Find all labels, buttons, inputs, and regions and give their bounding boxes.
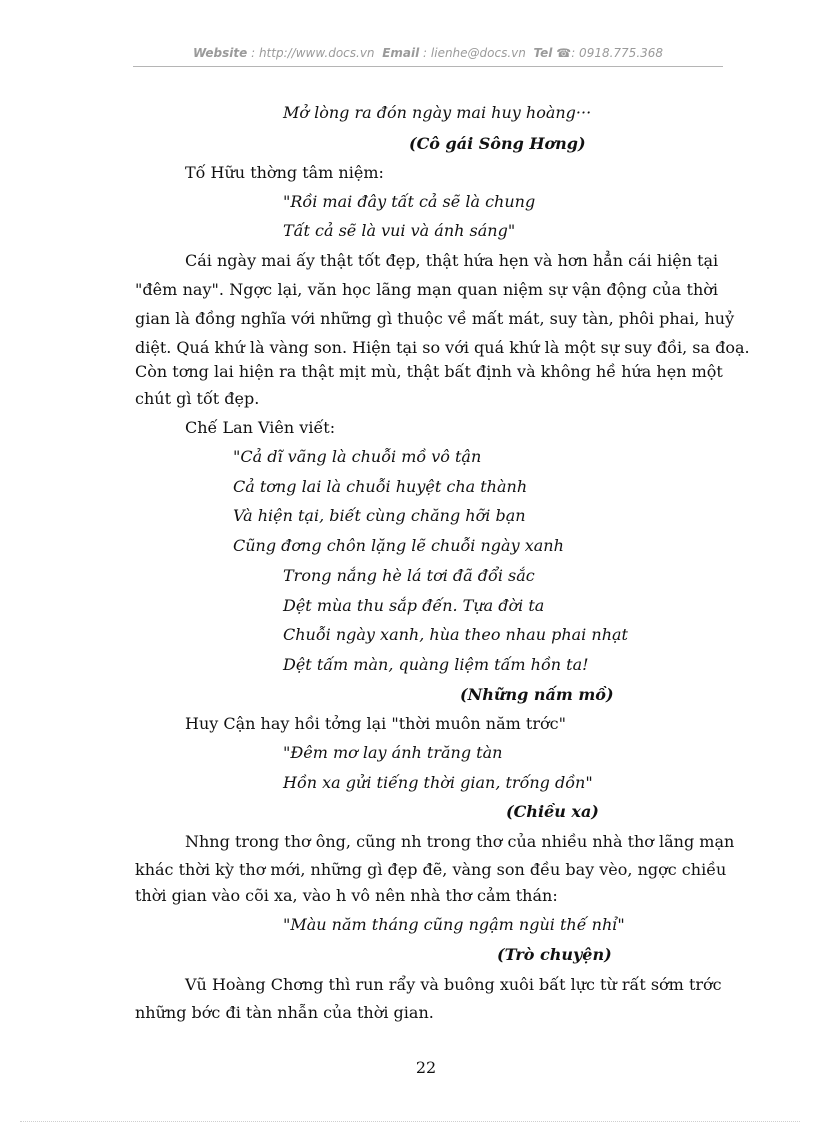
email-value: : lienhe@docs.vn — [423, 46, 526, 60]
body-line: Cái ngày mai ấy thật tốt đẹp, thật hứa hẹn và hơn hẳn cái hiện tại — [185, 251, 719, 270]
poem-line: "Màu năm tháng cũng ngậm ngùi thế nhỉ" — [283, 915, 625, 934]
poem-line: Và hiện tại, biết cùng chăng hỡi bạn — [233, 506, 526, 525]
body-line: Huy Cận hay hồi tởng lại "thời muôn năm trớc" — [185, 714, 566, 733]
body-line: chút gì tốt đẹp. — [135, 389, 260, 408]
body-line: Nhng trong thơ ông, cũng nh trong thơ của nhiều nhà thơ lãng mạn — [185, 832, 735, 851]
poem-line: Cũng đơng chôn lặng lẽ chuỗi ngày xanh — [233, 536, 564, 555]
body-line: diệt. Quá khứ là vàng son. Hiện tại so với quá khứ là một sự suy đồi, sa đoạ. — [135, 338, 750, 357]
website-label: Website — [192, 46, 248, 60]
email-label: Email — [382, 46, 420, 60]
poem-line: "Rồi mai đây tất cả sẽ là chung — [283, 192, 536, 211]
poem-line: Mở lòng ra đón ngày mai huy hoàng··· — [283, 103, 592, 122]
header-divider — [133, 66, 723, 67]
poem-line: Dệt mùa thu sắp đến. Tựa đời ta — [283, 596, 545, 615]
poem-line: Tất cả sẽ là vui và ánh sáng" — [283, 221, 516, 240]
body-line: những bớc đi tàn nhẫn của thời gian. — [135, 1003, 434, 1022]
body-line: khác thời kỳ thơ mới, những gì đẹp đẽ, vàng son đều bay vèo, ngợc chiều — [135, 860, 727, 879]
poem-source: (Những nấm mồ) — [460, 685, 614, 704]
tel-label: Tel — [533, 46, 553, 60]
poem-line: Cả tơng lai là chuỗi huyệt cha thành — [233, 477, 528, 496]
body-line: Tố Hữu thờng tâm niệm: — [185, 163, 384, 182]
body-line: "đêm nay". Ngợc lại, văn học lãng mạn quan niệm sự vận động của thời — [135, 280, 718, 299]
website-value: : http://www.docs.vn — [251, 46, 375, 60]
page-header — [135, 46, 721, 60]
poem-source: (Chiều xa) — [506, 802, 599, 821]
poem-line: "Cả dĩ vãng là chuỗi mồ vô tận — [233, 447, 482, 466]
footer-divider — [20, 1121, 800, 1122]
tel-value: : 0918.775.368 — [571, 46, 664, 60]
poem-line: "Đêm mơ lay ánh trăng tàn — [283, 743, 503, 762]
poem-source: (Cô gái Sông Hơng) — [409, 134, 586, 153]
body-line: Chế Lan Viên viết: — [185, 418, 336, 437]
poem-line: Chuỗi ngày xanh, hùa theo nhau phai nhạt — [283, 625, 628, 644]
poem-line: Dệt tấm màn, quàng liệm tấm hồn ta! — [283, 655, 589, 674]
poem-line: Hồn xa gửi tiếng thời gian, trống dồn" — [283, 773, 593, 792]
body-line: Vũ Hoàng Chơng thì run rẩy và buông xuôi bất lực từ rất sớm trớc — [185, 975, 722, 994]
body-line: Còn tơng lai hiện ra thật mịt mù, thật bất định và không hề hứa hẹn một — [135, 362, 723, 381]
telephone-icon: ☎ — [556, 46, 572, 60]
body-line: gian là đồng nghĩa với những gì thuộc về mất mát, suy tàn, phôi phai, huỷ — [135, 309, 735, 328]
page-number: 22 — [415, 1058, 437, 1077]
body-line: thời gian vào cõi xa, vào h vô nên nhà thơ cảm thán: — [135, 886, 558, 905]
poem-source: (Trò chuyện) — [497, 945, 612, 964]
poem-line: Trong nắng hè lá tơi đã đổi sắc — [283, 566, 535, 585]
